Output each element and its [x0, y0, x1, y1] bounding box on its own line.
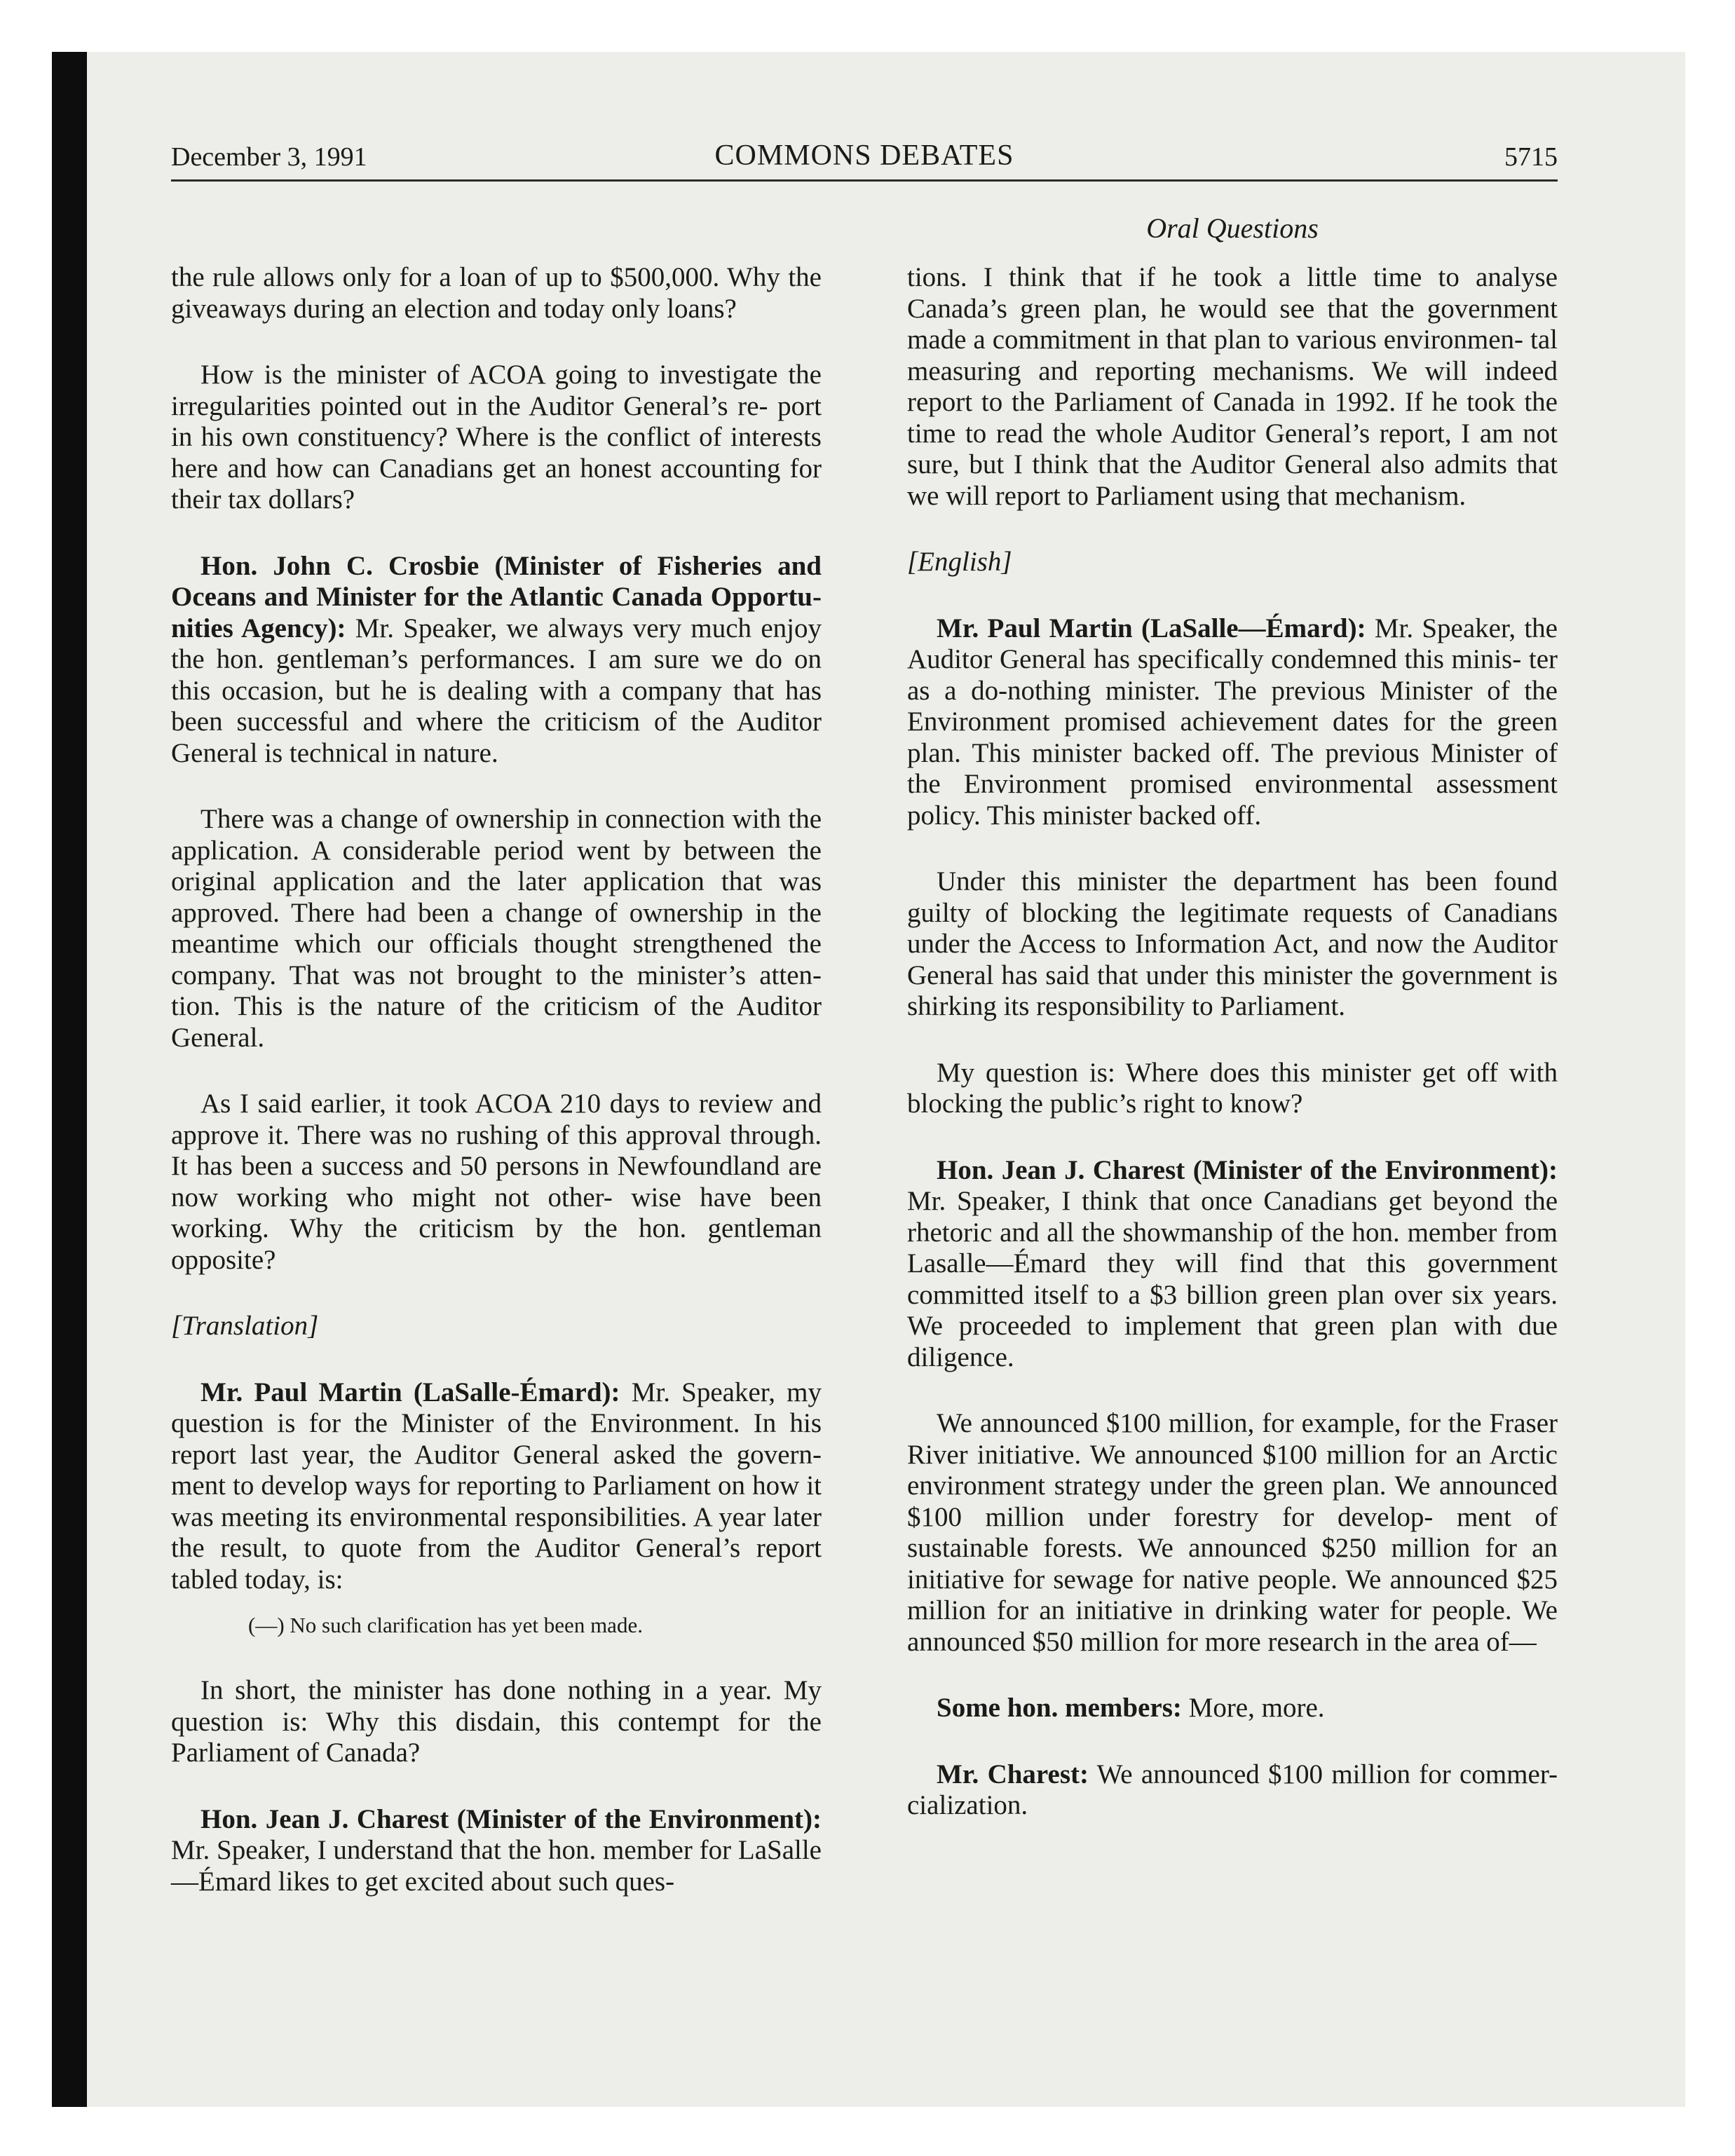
speech — [907, 1759, 1558, 1822]
speaker-name: Hon. Jean J. Charest (Minister of the Environment): — [937, 1154, 1558, 1185]
speech — [907, 1693, 1558, 1724]
header-date: December 3, 1991 — [171, 142, 367, 172]
speech-text: Mr. Speaker, I think that once Canadians get beyond the rhetoric and all the showmanship of the hon. member from Lasalle—Émard they will find that this government committed itself to a $3 billion green plan over six years. We proceeded to implement that green plan with due diligence. — [907, 1186, 1558, 1372]
speaker-name: Hon. Jean J. Charest (Minister of the Environment): — [200, 1803, 822, 1834]
speech-text: Mr. Speaker, the Auditor General has specifically condemned this minis- ter as a do-nothing minister. The previous Minister of the Environment promised achievement dates for the green plan. This minister backed off. The previous Minister of the Environment promised environmental assessment policy. This minister backed off. — [907, 613, 1558, 831]
language-tag: [English] — [907, 547, 1012, 577]
paragraph: How is the minister of ACOA going to investigate the irregularities pointed out in the Auditor General’s re- port in his own constituency? Where is the conflict of interests here and how can Canadians get an honest accounting for their tax dollars? — [171, 360, 822, 514]
speech-text: Mr. Speaker, I understand that the hon. member for LaSalle—Émard likes to get excited about such ques- — [171, 1835, 822, 1897]
paragraph: the rule allows only for a loan of up to $500,000. Why the giveaways during an election and today only loans? — [171, 262, 822, 324]
paragraph: Under this minister the department has been found guilty of blocking the legitimate requests of Canadians under the Access to Information Act, and now the Auditor General has said that under this minister the government is shirking its responsibility to Parliament. — [907, 866, 1558, 1021]
speech-text: Mr. Speaker, we always very much enjoy the hon. gentleman’s performances. I am sure we do on this occasion, but he is dealing with a company that has been successful and where the criticism of the Auditor General is technical in nature. — [171, 613, 822, 768]
scanned-page — [52, 52, 1685, 2107]
speech — [171, 551, 822, 770]
header-title: COMMONS DEBATES — [714, 139, 1014, 172]
left-column — [171, 262, 822, 1932]
speech — [907, 613, 1558, 832]
speaker-name: Mr. Charest: — [937, 1759, 1089, 1789]
speech-text: We announced $100 million for commer- cialization. — [907, 1759, 1558, 1820]
paragraph: In short, the minister has done nothing in a year. My question is: Why this disdain, this contempt for the Parliament of Canada? — [171, 1675, 822, 1768]
language-tag: [Translation] — [171, 1311, 319, 1341]
speech-text: More, more. — [1181, 1693, 1325, 1723]
speech — [171, 1377, 822, 1596]
speaker-name: Hon. John C. Crosbie (Minister of Fisheries and Oceans and Minister for the Atlantic Canada Opportu- nities Agency): — [171, 550, 822, 643]
speech — [907, 1155, 1558, 1374]
paragraph: There was a change of ownership in connection with the application. A considerable period went by between the original application and the later application that was approved. There had been a change of ownership in the meantime which our officials thought strengthened the company. That was not brought to the minister’s atten- tion. This is the nature of the criticism of the Auditor General. — [171, 804, 822, 1053]
page-header — [171, 136, 1558, 182]
section-title: Oral Questions — [1146, 212, 1319, 244]
speaker-name: Mr. Paul Martin (LaSalle—Émard): — [937, 613, 1366, 643]
right-column — [907, 262, 1558, 1857]
block-quote: (—) No such clarification has yet been made. — [248, 1613, 643, 1637]
speaker-name: Mr. Paul Martin (LaSalle-Émard): — [200, 1377, 620, 1407]
speech-text: Mr. Speaker, my question is for the Minister of the Environment. In his report last year, the Auditor General asked the govern- ment to develop ways for reporting to Parliament on how it was meeting its environmental responsibilities. A year later the result, to quote from the Auditor General’s report tabled today, is: — [171, 1377, 822, 1595]
paragraph: We announced $100 million, for example, for the Fraser River initiative. We announced $100 million for an Arctic environment strategy under the green plan. We announced $100 million under forestry for develop- ment of sustainable forests. We announced $250 million for an initiative for sewage for native people. We announced $25 million for an initiative in drinking water for people. We announced $50 million for more research in the area of— — [907, 1408, 1558, 1657]
speaker-name: Some hon. members: — [937, 1693, 1182, 1723]
paragraph: tions. I think that if he took a little time to analyse Canada’s green plan, he would see that the government made a commitment in that plan to various environmen- tal measuring and reporting mechanisms. We will indeed report to the Parliament of Canada in 1992. If he took the time to read the whole Auditor General’s report, I am not sure, but I think that the Auditor General also admits that we will report to Parliament using that mechanism. — [907, 262, 1558, 511]
header-page-number: 5715 — [1504, 142, 1558, 172]
paragraph: My question is: Where does this minister get off with blocking the public’s right to know? — [907, 1057, 1558, 1119]
speech — [171, 1804, 822, 1898]
binding-shadow — [52, 52, 87, 2107]
paragraph: As I said earlier, it took ACOA 210 days to review and approve it. There was no rushing of this approval through. It has been a success and 50 persons in Newfoundland are now working who might not other- wise have been working. Why the criticism by the hon. gentleman opposite? — [171, 1089, 822, 1275]
